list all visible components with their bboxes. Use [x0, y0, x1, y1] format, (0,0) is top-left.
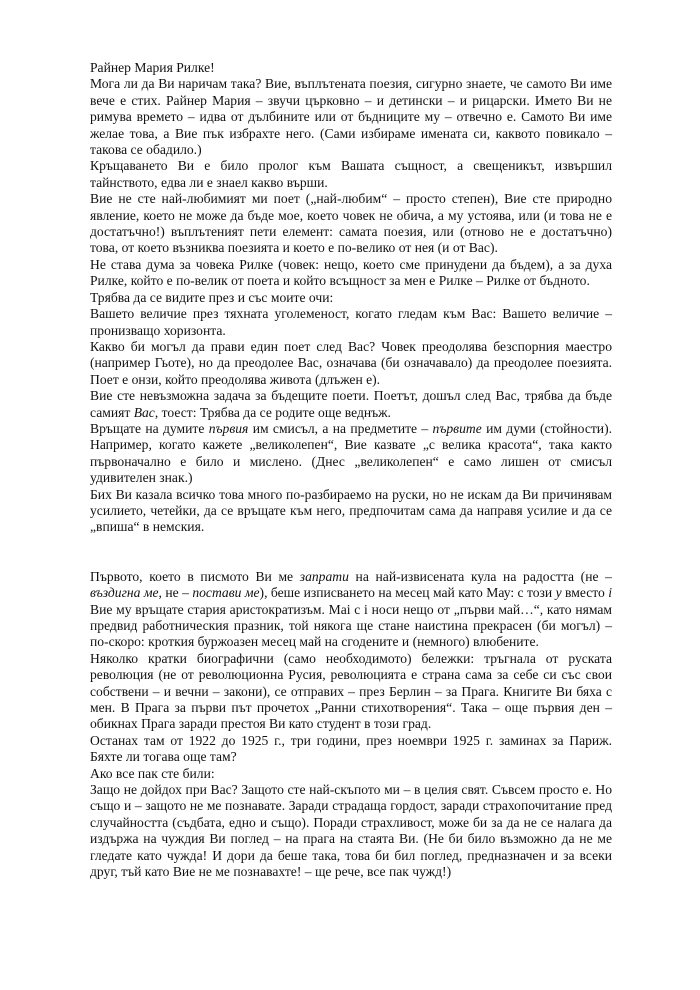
- letter-paragraph: Мога ли да Ви наричам така? Вие, въплътената поезия, сигурно знаете, че самото Ви име вече е стих. Райнер Мария – звучи църковно – и детински – и рицарски. Името Ви не римува времето – идва от дълбините или от бъдниците му – отвечно е. Самото Ви име желае това, а Вие пък избрахте него. (Сами избираме имената си, каквото повикало – такова се обадило.): [90, 76, 612, 158]
- emphasis: i: [608, 585, 612, 601]
- emphasis: у: [555, 585, 562, 601]
- letter-paragraph: Вашето величие през тяхната уголеменост, когато гледам към Вас: Вашето величие – пронизващо хоризонта.: [90, 306, 612, 338]
- emphasis: въздигна ме: [90, 585, 159, 601]
- letter-paragraph: Не става дума за човека Рилке (човек: нещо, което сме принудени да бъдем), а за духа Рилке, който е по-велик от поета и който всъщност за мен е Рилке – Рилке от бъдното.: [90, 256, 612, 289]
- letter-paragraph: Трябва да се видите през и със моите очи:: [90, 289, 334, 305]
- letter-paragraph: Кръщаването Ви е било пролог към Вашата същност, а свещеникът, извършил тайнството, едва ли е знаел какво върши.: [90, 158, 612, 190]
- emphasis: постави ме: [192, 585, 260, 601]
- letter-page: [90, 60, 612, 881]
- letter-paragraph: Връщате на думите първия им смисъл, а на предметите – първите им думи (стойности). Например, когато кажете „великолепен“, Вие казвате „с велика красота“, така както първоначално е било и мислено. (Днес „великолепен“ е само лишен от смисъл удивителен знак.): [90, 420, 612, 486]
- letter-greeting: Райнер Мария Рилке!: [90, 60, 215, 75]
- letter-paragraph: Вие сте невъзможна задача за бъдещите поети. Поетът, дошъл след Вас, трябва да бъде самият Вас, тоест: Трябва да се родите още веднъж.: [90, 388, 612, 420]
- emphasis: първия: [208, 420, 249, 436]
- letter-paragraph: Останах там от 1922 до 1925 г., три години, през ноември 1925 г. заминах за Париж. Бяхте ли тогава още там?: [90, 732, 612, 765]
- letter-paragraph: Защо не дойдох при Вас? Защото сте най-скъпото ми – в целия свят. Съвсем просто е. Но също и – защото не ме познавате. Заради страдаща гордост, заради страхопочитание пред случайността (съдбата, едно и също). Поради страхливост, може би за да не се налага да издържа на чуждия Ви поглед – на прага на стаята Ви. (Не би било възможно да не ме гледате като чужда! И дори да беше така, това би бил поглед, предназначен и за всеки друг, тъй като Вие не ме познавахте! – ще рече, все пак чужд!): [90, 782, 612, 880]
- section-gap: [90, 536, 612, 569]
- emphasis: Вас: [133, 404, 155, 420]
- letter-paragraph: Какво би могъл да прави един поет след Вас? Човек преодолява безспорния маестро (например Гьоте), но да преодолее Вас, означава (би означавало) да преодолее поезията. Поет е онзи, който преодолява живота (длъжен е).: [90, 338, 612, 387]
- letter-paragraph: Бих Ви казала всичко това много по-разбираемо на руски, но не искам да Ви причинявам усилието, четейки, да се връщате към него, предпочитам сама да направя усилие и да се „впиша“ в немския.: [90, 486, 612, 535]
- letter-paragraph: Първото, което в писмото Ви ме запрати на най-извисената кула на радостта (не – въздигна ме, не – постави ме), беше изписването на месец май като Мау: с този у вместо i Вие му връщате стария аристократизъм. Mai с i носи нещо от „първи май…“, като нямам предвид работническия празник, той някога ще стане наистина прекрасен (би могъл) – по-скоро: кроткия буржоазен месец май на сгодените и (немного) влюбените.: [90, 568, 612, 650]
- letter-paragraph: Няколко кратки биографични (само необходимото) бележки: тръгнала от руската революция (не от революционна Русия, революцията е страна сама за себе си със свои собствени – и вечни – закони), се отправих – през Берлин – за Прага. Книгите Ви бяха с мен. В Прага за първи път прочетох „Ранни стихотворения“. Така – още първия ден – обикнах Прага заради престоя Ви като студент в този град.: [90, 650, 612, 732]
- letter-paragraph: Ако все пак сте били:: [90, 765, 215, 781]
- letter-paragraph: Вие не сте най-любимият ми поет („най-любим“ – просто степен), Вие сте природно явление, което не може да бъде мое, което човек не обича, а му устоява, или (и това не е достатъчно!) въплътеният пети елемент: самата поезия, или (отново не е достатъчно) това, от което възниква поезията и което е по-велико от нея (и от Вас).: [90, 191, 612, 256]
- emphasis: запрати: [299, 568, 349, 584]
- emphasis: първите: [432, 420, 482, 436]
- letter-body: [90, 76, 612, 880]
